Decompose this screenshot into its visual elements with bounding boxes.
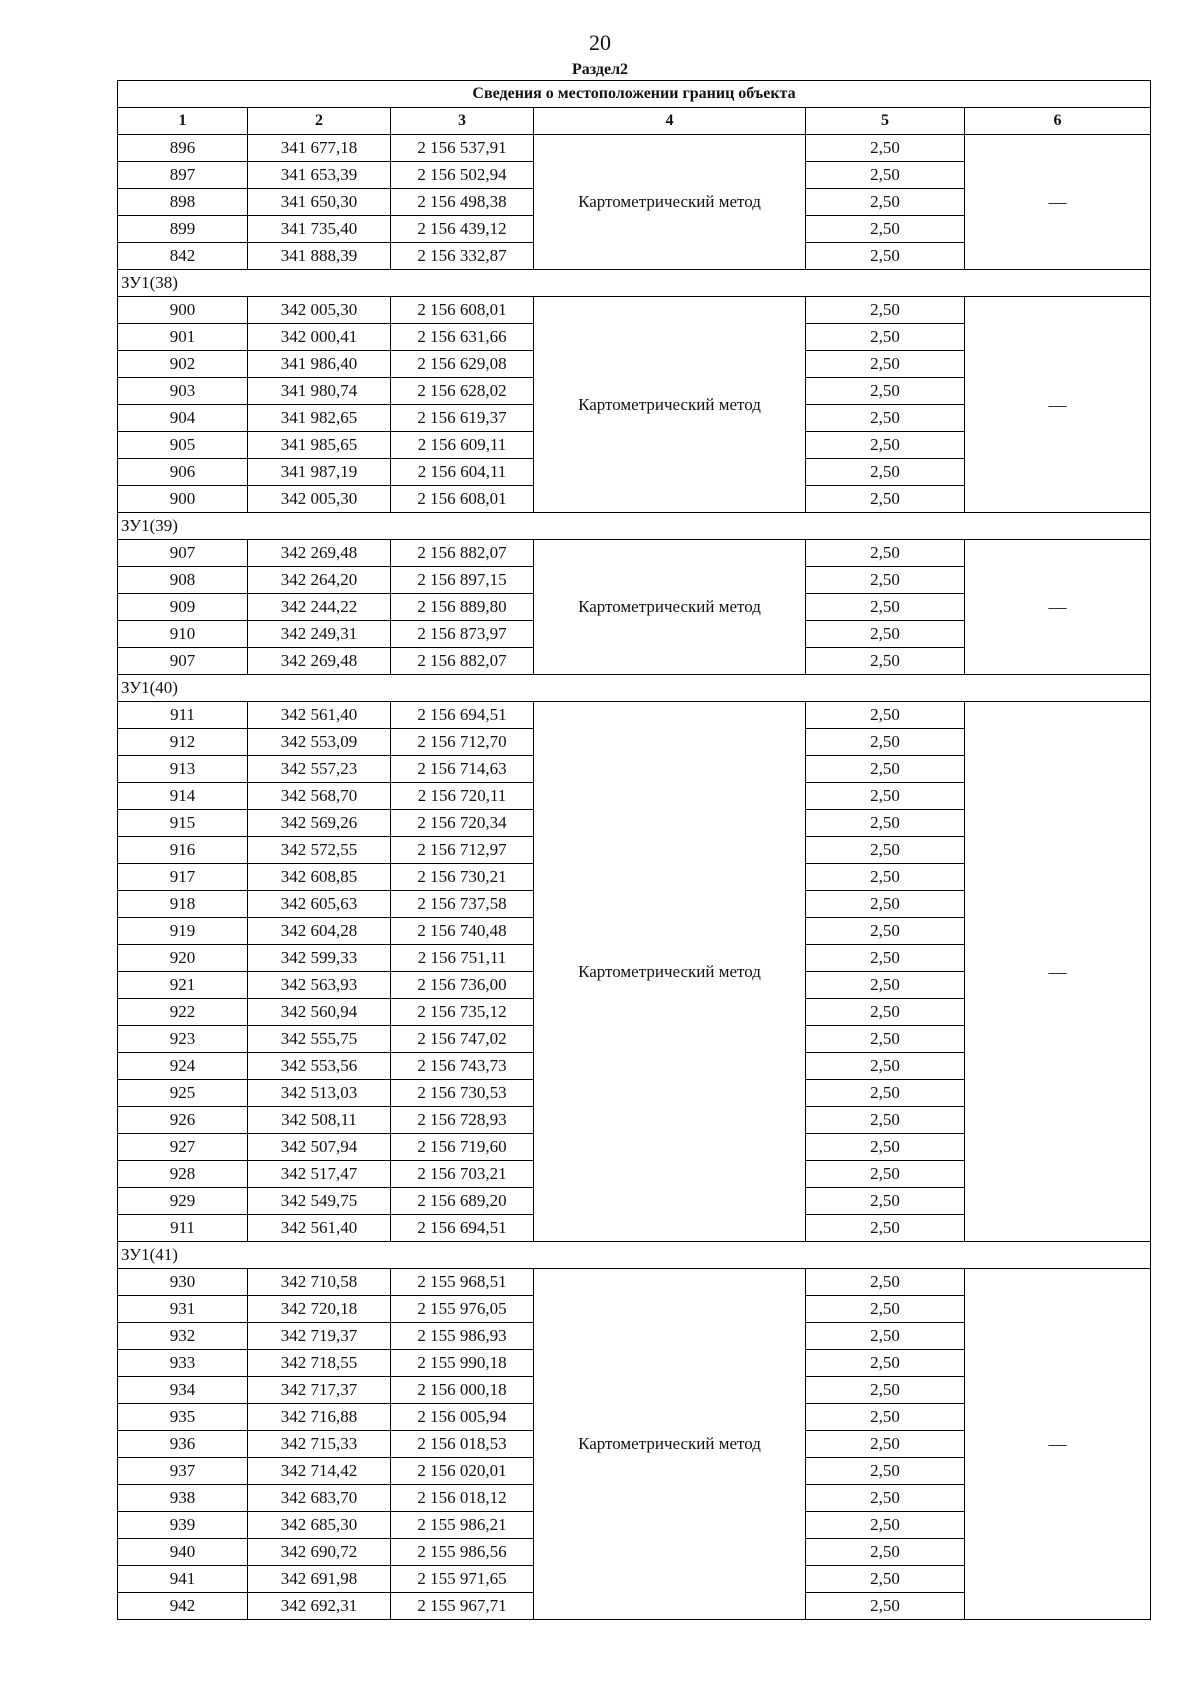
coord-y: 2 156 747,02 [391,1026,534,1053]
point-number: 908 [118,567,248,594]
accuracy: 2,50 [806,1134,965,1161]
coord-y: 2 156 005,94 [391,1404,534,1431]
accuracy: 2,50 [806,837,965,864]
coord-x: 341 888,39 [248,243,391,270]
point-number: 900 [118,297,248,324]
point-number: 928 [118,1161,248,1188]
point-number: 907 [118,540,248,567]
accuracy: 2,50 [806,1080,965,1107]
coord-x: 342 572,55 [248,837,391,864]
boundary-coordinates-table [117,80,1151,1620]
coord-y: 2 156 719,60 [391,1134,534,1161]
point-number: 930 [118,1269,248,1296]
coord-y: 2 156 537,91 [391,135,534,162]
point-number: 919 [118,918,248,945]
accuracy: 2,50 [806,486,965,513]
point-number: 941 [118,1566,248,1593]
note-cell: — [965,297,1151,513]
coord-x: 342 269,48 [248,540,391,567]
coord-y: 2 156 730,21 [391,864,534,891]
coord-x: 342 692,31 [248,1593,391,1620]
accuracy: 2,50 [806,216,965,243]
coord-x: 342 715,33 [248,1431,391,1458]
coord-y: 2 156 743,73 [391,1053,534,1080]
accuracy: 2,50 [806,459,965,486]
coord-y: 2 156 608,01 [391,297,534,324]
note-cell: — [965,1269,1151,1620]
point-number: 929 [118,1188,248,1215]
coord-y: 2 156 737,58 [391,891,534,918]
coord-x: 342 244,22 [248,594,391,621]
coord-x: 342 685,30 [248,1512,391,1539]
method-cell: Картометрический метод [534,1269,806,1620]
point-number: 937 [118,1458,248,1485]
method-cell: Картометрический метод [534,135,806,270]
coord-y: 2 156 608,01 [391,486,534,513]
coord-y: 2 156 609,11 [391,432,534,459]
coord-x: 341 677,18 [248,135,391,162]
coord-x: 342 549,75 [248,1188,391,1215]
coord-x: 342 513,03 [248,1080,391,1107]
accuracy: 2,50 [806,297,965,324]
accuracy: 2,50 [806,1539,965,1566]
accuracy: 2,50 [806,351,965,378]
group-row [118,270,1151,297]
coord-y: 2 156 018,53 [391,1431,534,1458]
group-label: ЗУ1(40) [118,675,1151,702]
accuracy: 2,50 [806,756,965,783]
accuracy: 2,50 [806,1053,965,1080]
coord-y: 2 156 736,00 [391,972,534,999]
accuracy: 2,50 [806,702,965,729]
coord-y: 2 156 712,70 [391,729,534,756]
accuracy: 2,50 [806,432,965,459]
point-number: 936 [118,1431,248,1458]
coord-x: 342 557,23 [248,756,391,783]
coord-x: 342 710,58 [248,1269,391,1296]
point-number: 933 [118,1350,248,1377]
point-number: 907 [118,648,248,675]
point-number: 932 [118,1323,248,1350]
note-cell: — [965,135,1151,270]
coord-x: 342 560,94 [248,999,391,1026]
accuracy: 2,50 [806,567,965,594]
point-number: 942 [118,1593,248,1620]
column-number-5: 5 [806,108,965,135]
point-number: 904 [118,405,248,432]
coord-x: 341 980,74 [248,378,391,405]
coord-y: 2 156 000,18 [391,1377,534,1404]
group-row [118,513,1151,540]
coord-y: 2 156 730,53 [391,1080,534,1107]
note-cell: — [965,702,1151,1242]
coord-y: 2 156 712,97 [391,837,534,864]
accuracy: 2,50 [806,1323,965,1350]
coord-x: 342 517,47 [248,1161,391,1188]
accuracy: 2,50 [806,324,965,351]
coord-y: 2 155 990,18 [391,1350,534,1377]
coord-y: 2 155 967,71 [391,1593,534,1620]
point-number: 912 [118,729,248,756]
table-row [118,135,1151,162]
section-title: Раздел2 [571,61,629,78]
point-number: 916 [118,837,248,864]
group-row [118,1242,1151,1269]
point-number: 935 [118,1404,248,1431]
point-number: 899 [118,216,248,243]
accuracy: 2,50 [806,540,965,567]
accuracy: 2,50 [806,1350,965,1377]
group-label: ЗУ1(39) [118,513,1151,540]
coord-y: 2 155 976,05 [391,1296,534,1323]
coord-y: 2 156 631,66 [391,324,534,351]
point-number: 915 [118,810,248,837]
accuracy: 2,50 [806,1404,965,1431]
table-body [118,135,1151,1620]
coord-y: 2 156 502,94 [391,162,534,189]
point-number: 914 [118,783,248,810]
accuracy: 2,50 [806,1026,965,1053]
coord-y: 2 156 882,07 [391,540,534,567]
coord-y: 2 155 968,51 [391,1269,534,1296]
point-number: 902 [118,351,248,378]
accuracy: 2,50 [806,1107,965,1134]
coord-x: 342 555,75 [248,1026,391,1053]
accuracy: 2,50 [806,1458,965,1485]
coord-x: 341 735,40 [248,216,391,243]
accuracy: 2,50 [806,135,965,162]
accuracy: 2,50 [806,972,965,999]
point-number: 898 [118,189,248,216]
coord-y: 2 155 971,65 [391,1566,534,1593]
accuracy: 2,50 [806,1512,965,1539]
point-number: 842 [118,243,248,270]
coord-x: 342 691,98 [248,1566,391,1593]
point-number: 920 [118,945,248,972]
accuracy: 2,50 [806,783,965,810]
point-number: 922 [118,999,248,1026]
coord-x: 342 719,37 [248,1323,391,1350]
coord-x: 342 561,40 [248,1215,391,1242]
coord-y: 2 156 720,34 [391,810,534,837]
accuracy: 2,50 [806,621,965,648]
coord-x: 341 986,40 [248,351,391,378]
coord-y: 2 156 728,93 [391,1107,534,1134]
accuracy: 2,50 [806,729,965,756]
coord-x: 342 508,11 [248,1107,391,1134]
table-row [118,1269,1151,1296]
accuracy: 2,50 [806,648,965,675]
accuracy: 2,50 [806,1485,965,1512]
coord-x: 342 683,70 [248,1485,391,1512]
coord-y: 2 156 897,15 [391,567,534,594]
column-number-3: 3 [391,108,534,135]
coord-x: 342 507,94 [248,1134,391,1161]
coord-x: 342 561,40 [248,702,391,729]
coord-y: 2 156 619,37 [391,405,534,432]
point-number: 927 [118,1134,248,1161]
table-row [118,702,1151,729]
point-number: 905 [118,432,248,459]
coord-y: 2 156 882,07 [391,648,534,675]
column-number-row [118,108,1151,135]
accuracy: 2,50 [806,891,965,918]
point-number: 900 [118,486,248,513]
group-label: ЗУ1(38) [118,270,1151,297]
accuracy: 2,50 [806,1269,965,1296]
method-cell: Картометрический метод [534,297,806,513]
coord-x: 342 718,55 [248,1350,391,1377]
coord-y: 2 156 439,12 [391,216,534,243]
table-row [118,297,1151,324]
point-number: 913 [118,756,248,783]
coord-x: 342 563,93 [248,972,391,999]
coord-y: 2 156 020,01 [391,1458,534,1485]
coord-x: 342 005,30 [248,297,391,324]
column-number-1: 1 [118,108,248,135]
accuracy: 2,50 [806,1161,965,1188]
accuracy: 2,50 [806,1296,965,1323]
accuracy: 2,50 [806,918,965,945]
coord-y: 2 156 694,51 [391,702,534,729]
accuracy: 2,50 [806,1377,965,1404]
coord-x: 342 599,33 [248,945,391,972]
coord-x: 341 982,65 [248,405,391,432]
point-number: 940 [118,1539,248,1566]
coord-y: 2 156 703,21 [391,1161,534,1188]
group-row [118,675,1151,702]
coord-y: 2 156 714,63 [391,756,534,783]
coord-y: 2 156 889,80 [391,594,534,621]
point-number: 897 [118,162,248,189]
point-number: 931 [118,1296,248,1323]
coord-x: 342 604,28 [248,918,391,945]
column-number-4: 4 [534,108,806,135]
point-number: 917 [118,864,248,891]
coord-x: 342 568,70 [248,783,391,810]
accuracy: 2,50 [806,864,965,891]
point-number: 926 [118,1107,248,1134]
coord-y: 2 156 751,11 [391,945,534,972]
coord-y: 2 156 689,20 [391,1188,534,1215]
accuracy: 2,50 [806,243,965,270]
point-number: 924 [118,1053,248,1080]
coord-x: 342 717,37 [248,1377,391,1404]
coord-x: 341 653,39 [248,162,391,189]
method-cell: Картометрический метод [534,540,806,675]
coord-x: 342 553,56 [248,1053,391,1080]
accuracy: 2,50 [806,405,965,432]
coord-x: 342 249,31 [248,621,391,648]
accuracy: 2,50 [806,1566,965,1593]
coord-y: 2 156 018,12 [391,1485,534,1512]
point-number: 925 [118,1080,248,1107]
point-number: 923 [118,1026,248,1053]
point-number: 939 [118,1512,248,1539]
coord-y: 2 155 986,21 [391,1512,534,1539]
coord-x: 342 716,88 [248,1404,391,1431]
group-label: ЗУ1(41) [118,1242,1151,1269]
coord-x: 342 714,42 [248,1458,391,1485]
point-number: 901 [118,324,248,351]
coord-y: 2 156 628,02 [391,378,534,405]
table-row [118,540,1151,567]
coord-x: 342 553,09 [248,729,391,756]
point-number: 911 [118,702,248,729]
coord-x: 342 264,20 [248,567,391,594]
accuracy: 2,50 [806,945,965,972]
table-caption: Сведения о местоположении границ объекта [118,81,1151,108]
point-number: 903 [118,378,248,405]
coord-x: 342 690,72 [248,1539,391,1566]
coord-x: 342 605,63 [248,891,391,918]
point-number: 896 [118,135,248,162]
accuracy: 2,50 [806,162,965,189]
accuracy: 2,50 [806,1593,965,1620]
coord-x: 342 269,48 [248,648,391,675]
note-cell: — [965,540,1151,675]
accuracy: 2,50 [806,189,965,216]
point-number: 906 [118,459,248,486]
point-number: 911 [118,1215,248,1242]
coord-y: 2 156 873,97 [391,621,534,648]
coord-x: 341 650,30 [248,189,391,216]
point-number: 934 [118,1377,248,1404]
accuracy: 2,50 [806,1431,965,1458]
column-number-2: 2 [248,108,391,135]
coord-x: 342 000,41 [248,324,391,351]
coord-y: 2 156 629,08 [391,351,534,378]
accuracy: 2,50 [806,1188,965,1215]
coord-x: 342 608,85 [248,864,391,891]
page-number: 20 [589,30,611,55]
accuracy: 2,50 [806,594,965,621]
accuracy: 2,50 [806,810,965,837]
accuracy: 2,50 [806,1215,965,1242]
accuracy: 2,50 [806,378,965,405]
point-number: 918 [118,891,248,918]
coord-x: 342 569,26 [248,810,391,837]
coord-y: 2 156 332,87 [391,243,534,270]
point-number: 910 [118,621,248,648]
coord-x: 342 720,18 [248,1296,391,1323]
point-number: 921 [118,972,248,999]
coord-y: 2 155 986,93 [391,1323,534,1350]
table-caption-row [118,81,1151,108]
coord-y: 2 156 735,12 [391,999,534,1026]
coord-y: 2 155 986,56 [391,1539,534,1566]
coord-y: 2 156 694,51 [391,1215,534,1242]
column-number-6: 6 [965,108,1151,135]
coord-y: 2 156 498,38 [391,189,534,216]
accuracy: 2,50 [806,999,965,1026]
coord-x: 341 987,19 [248,459,391,486]
point-number: 909 [118,594,248,621]
coord-x: 341 985,65 [248,432,391,459]
coord-y: 2 156 740,48 [391,918,534,945]
coord-x: 342 005,30 [248,486,391,513]
method-cell: Картометрический метод [534,702,806,1242]
coord-y: 2 156 720,11 [391,783,534,810]
coord-y: 2 156 604,11 [391,459,534,486]
point-number: 938 [118,1485,248,1512]
